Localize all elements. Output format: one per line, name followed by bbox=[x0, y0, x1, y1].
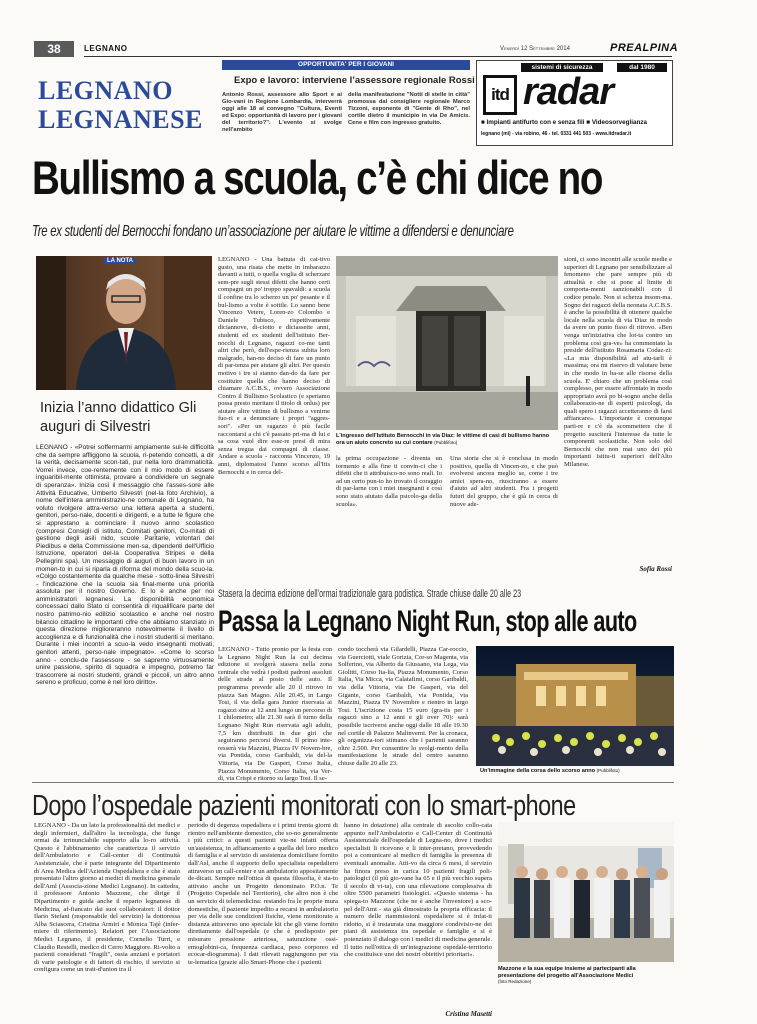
main-article-col-3: Una storia che si è conclusa in modo positivo, quella di Vincen-zo, e che può evolversi ancora meglio se, come i tre amici spera-no, riusciranno a essere d'aiuto ad altri studenti. Fra i progetti futuri del gruppo, che è già in cerca di nuove ade- bbox=[450, 455, 558, 508]
ad-brand: radar bbox=[523, 71, 614, 113]
nota-title: Inizia l’anno didattico Gli auguri di Silvestri bbox=[40, 400, 197, 435]
nota-body: LEGNANO - «Potrei soffermarmi ampiamente sul-le difficoltà che da sempre affliggono la scuola, ri-petendo concetti, a dir la verità, decisamente scon-tati, pur nella loro drammaticità. Vorrei invece, coe-rentemente con il mio modo di essere inguaribil-mente ottimista, provare a condividere un segnale di speranza». Inizia così il messaggio che l'asses-sore alle Attività Educative, Umberto Silvestri (nel-la foto Archivio), a nome dell'intera amministrazio-ne comunale di Legnano, ha voluto rivolgere attra-verso una lettera aperta a studenti, genitori, perso-nale, docenti e dirigenti, e a tutte le figure che si apprestano a cominciare il nuovo anno scolastico (compresi Consigli di istituto, Comitati genitori, Co-mitati di gestione degli asili nido, scuole Paritarie, volontari del Piedibus e della Commissione men-sa, dipendenti dell'Ufficio Istruzione, operatori del-la Cooperativa Stripes e della Pellegrini spa). Un messaggio di auguri di buon lavoro in un momen-to in cui si riparla di riforma del mondo della scuo-la. «Colgo costantemente da qualche mese - sotto-linea Silvestri - l'indicazione che la scuola sia final-mente una priorità assoluta per il nostro Governo. E lo è anche per noi amministratori legnanesi. La disponibilità economica concessaci dallo Stato ci consentirà di riqualificare parte del nostro patrimo-nio edilizio scolastico e anche nel nostro bilancio cittadino le importanti cifre che abbiamo stanziato in questa direzione miglioreranno notevolmente il livello di accoglienza e di funzionalità che i nostri studenti si meritano. Durante i miei incontri a scuo-la vedo insegnanti motivati, genitori attenti, perso-nale impegnato». «Come lo scorso anno - conclu-de l'assessore - se sapremo virtuosamente unire passione, spirito di squadra e impegno, potremo far trascorrere ai nostri studenti, grandi e piccoli, un altro anno sereno e proficuo, come è nel loro diritto». bbox=[36, 444, 214, 687]
ospedale-headline: Dopo l’ospedale pazienti monitorati con lo smart-phone bbox=[32, 790, 576, 822]
ospedale-rule bbox=[32, 782, 674, 783]
brief-kicker: OPPORTUNITA' PER I GIOVANI bbox=[222, 60, 470, 70]
ospedale-photo bbox=[498, 822, 674, 962]
nightrun-col-2: condo toccherà via Gilardelli, Piazza Car-roccio, via Guerciotti, viale Gorizia, Cor-so Magenta, via Solferino, via Alberto da Giussano, via Lega, via Giolitti, Corso Ita-lia, Piazza Monumento, Corso Italia, Via Micca, via Calatafimi, corso Garibaldi, via della Vittoria, via De Gasperi, via del Gigante, corso Garibaldi, via Pontida, via Mazzini, Piazza IV Novembre e rientro in largo Tosi. L'iscrizione costa 15 euro (gra-tis per i ragazzi sino a 12 anni e gli over 70): sarà possibile iscriversi anche oggi dalle 18 alle 19.30 nel cortile di Palazzo Malinverni. Per la cronaca, gli organizza-tori stimano che i partenti saranno oltre 2.500. Per consentire lo svolgi-mento della manifestazione le strade del centro saranno chiuse dalle 20 alle 23. bbox=[338, 646, 468, 767]
main-headline: Bullismo a scuola, c’è chi dice no bbox=[32, 151, 603, 204]
main-subheadline: Tre ex studenti del Bernocchi fondano un’associazione per aiutare le vittime a difendersi e denunciare bbox=[32, 223, 514, 240]
ospedale-author: Cristina Masetti bbox=[445, 1010, 492, 1018]
bernocchi-caption bbox=[336, 433, 558, 446]
brief-col-2: della manifestazione "Notti di stelle in città" promossa dal consigliere regionale Marco Tizzoni, esponente di "Gente di Rho", nel cortile dietro il municipio in via De Amicis. Cene e film con ingresso gratuito. bbox=[348, 92, 470, 126]
bernocchi-credit: (Pubblifoto) bbox=[434, 439, 458, 445]
ospedale-col-1: LEGNANO - Da un lato la professionalità dei medici e degli infermieri, dall'altro la tecnologia, che funge ormai da irrinunciabile supporto alla lo-ro attività. Questo è l'abbinamento che caratterizza il servizio dell'Ambulatorio e Call-center di Continuità Assistenziale, che è parte integrante del Dipartimento di Area Medica dell'Azienda Ospedaliera e che è stato presentato l'altro giorno ai medici di medicina generale dell'Aml (Associa-zione Medici Legnano). In cattedra, il professore Antonio Mazzone, che dirige il Dipartimento e guida anche il reparto legnanese di Medicina, af-fiancato dai suoi collaboratori: il dottor Ilario Stefani (responsabile del servizio) la dottoressa Alba Sciascera, Cristina Armiri e Monica Tajè (infer-miere di riferimento). Relatori per l'Associazione Medici Legnano, il presidente, Cornelio Turri, e Claudio Restelli, medico di Cerro Maggiore. Ri-volto a pazienti considerati "fragili", ossia anziani e portatori di varie patologie e di fattori di rischio, il servizio si configura come un trait-d'union tra il bbox=[34, 822, 180, 974]
brief-title: Expo e lavoro: interviene l’assessore regionale Rossi bbox=[234, 75, 475, 86]
ospedale-col-3: hanno in dotazione) alla centrale di ascolto collo-cata appunto nell'Ambulatorio e Call-Center di Continuità Assistenziale dell'ospedale di Legna-no, dove i medici specialisti li ricevono e li inter-pretano, provvedendo poi a comunicare al medico di famiglia la presenza di eventuali anomalie. Atti-vo da circa 6 mesi, il servizio ha finora preso in carica 10 pazienti fragili poli-patologici (il più gio-vane ha 65 e il più vecchio supera il secolo di vi-ta), con una rilevazione complessiva di oltre 5500 parametri fisiologici. «Questo sistema - ha spiega-to Mazzone (che ne è anche l'inventore) a sco-pel dell'Amt - sta già dimostrato la propria efficacia: il numero delle riammissioni ospedaliere si è infat-ti ridotto, si è instaurata una maggiore condivisio-ne dei piani di assistenza tra ospedale e famiglie e si è potenziato il dialogo con i medici di medicina generale. Il tutto nell'ottica di un'integrazione ospedale-territorio che costituisce uno dei nostri obiettivi prioritari». bbox=[344, 822, 492, 959]
masthead: PREALPINA bbox=[610, 42, 679, 54]
page-number: 38 bbox=[34, 41, 74, 57]
silvestri-photo bbox=[36, 256, 212, 390]
ospedale-caption bbox=[498, 966, 674, 986]
nightrun-headline: Passa la Legnano Night Run, stop alle auto bbox=[218, 605, 637, 638]
section-title-legnanese: LEGNANESE bbox=[38, 105, 203, 134]
header-date: Venerdì 12 Settembre 2014 bbox=[500, 46, 570, 52]
brief-col-1: Antonio Rossi, assessore allo Sport e ai Gio-vani in Regione Lombardia, interverrà oggi alle 18 al convegno "Cultura, Eventi ed Expo: opportunità di lavoro per i giovani del territorio?". L'evento si svolge nell'ambito bbox=[222, 92, 342, 133]
ad-since: dal 1980 bbox=[617, 63, 667, 72]
nightrun-col-1: LEGNANO - Tutto pronto per la festa con la Legnano Night Run la cui decima edizione si svolgerà stasera nella zona centrale che vedrà i podisti padroni assoluti delle strade al posto delle auto. Il programma prevede alle 20 il ritrovo in piazza San Magno. Alle 20.45, in Largo Tosi, il via della gara Junior riservata ai ragazzi sino ai 12 anni lungo un percorso di 1 chilometro; alle 21.30 sarà il turno della Legnano Night Run riservata agli adulti, 7,5 km distribuiti in due giri che seguiranno percorsi diversi. Il primo inte-resserà via Mazzini, Piazza IV Novem-bre, via Pontida, corso Garibaldi, via del-la Vittoria, via De Gasperi, Corso Italia, Piazza Monumento, Corso Italia, via Ver-di, via Crispi e ritorno su largo Tosi. Il se- bbox=[218, 646, 332, 783]
main-article-author: Sofia Rossi bbox=[639, 565, 672, 573]
main-article-col-2: la prima occupazione - diventa un tormento e alla fine ti convin-ci che i difetti che ti attribuisco-no sono reali. Io ad un certo pun-to ho trovato il coraggio di par-larne con i miei insegnanti e così sono stato aiutato dalla psicolo-ga della scuola». bbox=[336, 455, 442, 508]
header-rule bbox=[84, 56, 672, 57]
section-title-legnano: LEGNANO bbox=[38, 76, 173, 105]
ad-services: ■ Impianti antifurto con e senza fili ■ Videosorveglianza bbox=[481, 119, 647, 126]
bernocchi-caption-text: L'ingresso dell'Istituto Bernocchi in via Diaz: le vittime di casi di bullismo hanno ora un aiuto concreto su cui contare bbox=[336, 433, 550, 446]
ad-address: legnano (mi) - via robino, 46 - tel. 0331 441 503 - www.itdradar.it bbox=[481, 131, 632, 137]
nota-label: LA NOTA bbox=[104, 258, 136, 264]
nightrun-photo bbox=[476, 646, 674, 766]
ad-box[interactable] bbox=[476, 60, 673, 146]
section-name: LEGNANO bbox=[84, 44, 128, 53]
ospedale-col-2: periodo di degenza ospedaliera e i primi trenta giorni di rientro nell'ambiente domestico, che so-no generalmente i più critici: a questi pazienti vie-ne infatti offerta un'assistenza, in affiancamento a quella del loro medico di famiglia e al servizio di assistenza domiciliare fornito dall'Asl, anche il supporto dello specialista ospedaliero attraverso un call-center e un ambulatorio appositamente de-dicati. Sempre nell'ottica di questa filosofia, è sta-to attivato anche un Progetto denominato P.O.n. Te (Progetto Ospedale nel Territorio), che altro non è che un servizio di telemedicina: restando fra le proprie mura domestiche, il paziente impedito a recarsi in ambulatorio per via delle sue condizioni fisiche, viene monitorato a distanza attraverso uno speciale kit che gli viene fornito direttamente dall'ospedale (e che è predisposto per misurare pressione arteriosa, saturazione ossi-emoglobini-ca, frequenza cardiaca, peso corporeo ed ecocar-diogramma). I dati rilevati raggiungono per via te-lematica (grazie allo Smart-Phone che i pazienti bbox=[188, 822, 338, 966]
ad-tagline: sistemi di sicurezza bbox=[521, 63, 603, 72]
ospedale-caption-text: Mazzone e la sua equipe insieme ai partecipanti alla presentazione del progetto all'Associazione Medici bbox=[498, 966, 636, 979]
ospedale-credit: (foto Redazione) bbox=[498, 979, 532, 985]
main-article-col-4: sioni, ci sono incontri alle scuole medie e superiori di Legnano per sensibilizzare al fenomeno che pare sempre più di attualità e che si pone al limite di comporta-menti sanzionabili con il codice penale. Non si scherza insom-ma. Sogno dei ragazzi della neonata A.C.B.S. è anche la possibilità di ottenere qualche locale nella scuola di via Diaz in modo da avere un punto fisso di ritrovo. «Ben venga un'iniziativa che lot-ta contro un problema così gra-ve» ha commentato la preside dell'istituto Rosamaria Codaz-zi: «La mia disponibilità ad aiu-tarli è massima; ora mi riservo di valutare bene in che modo in ba-se alle risorse della scuola. E' chiaro che un problema così complesso, per essere affrontato in modo appropriato avrà po bi-sogno anche della collaborazio-ne di esperti psicologi, da quali spero i ragazzi accetteranno di farsi affiancare». L'importante è comunque parti-re e c'è da scommettere che il progetto susciterà l'interesse da tutte le componenti scolastiche. Non solo del Bernocchi che non mai uno dei più importanti istitu-ti superiori dell'Alto Milanese. bbox=[564, 256, 672, 469]
main-article-col-1: LEGNANO - Una battuta di cat-tivo gusto, una risata che mette in imbarazzo davanti a tutti, o quella voglia di scherzare sem-pre sugli stessi difetti che hanno certi compagni un po' troppo spavaldi: a scuola il confine tra lo scherzo un po' pesante e il bul-lismo a volte è sottile. Lo sanno bene Vincenzo Vetere, Loren-zo Colombo e Daniele Tubisco, rispettivamente diciannove, di-ciotto e diciassette anni, studenti ed ex studenti dell'istituto Ber-nocchi di Legnano, ragazzi co-me tanti altri che però, dell'espe-rienza subita loro malgrado, han-no deciso di fare un punto di par-tenza per aiutare gli altri. Per questo motivo i tre si stanno dan-do da fare per costituire quella che hanno deciso di chiamare A.C.B.S., ovvero Associazione Contro il Bullismo Scolastico (e speriamo possa presto meritare il titolo di onlus) per aiutare altre vittime di bullismo a venirne fuo-ri e a denunciare i propri "aggres-sori". «Per un ragazzo è più facile raccontarsi a chi c'è passato pri-ma di lui e sa cosa vuol dire esse-re presi di mira senza tregua dai compagni di classe. Andare a scuola - racconta Vincenzo, 19 anni, diplomatosi l'anno scorso all'Itis Bernocchi e in cerca del- bbox=[218, 256, 330, 476]
bernocchi-photo bbox=[336, 256, 558, 430]
nightrun-caption bbox=[480, 768, 676, 775]
ad-itd-logo: itd bbox=[483, 75, 517, 115]
nightrun-kicker: Stasera la decima edizione dell’ormai tradizionale gara podistica. Strade chiuse dalle 20 alle 23 bbox=[218, 588, 522, 600]
nightrun-credit: (Pubblifoto) bbox=[596, 768, 620, 773]
nightrun-caption-text: Un'immagine della corsa dello scorso anno bbox=[480, 768, 596, 774]
